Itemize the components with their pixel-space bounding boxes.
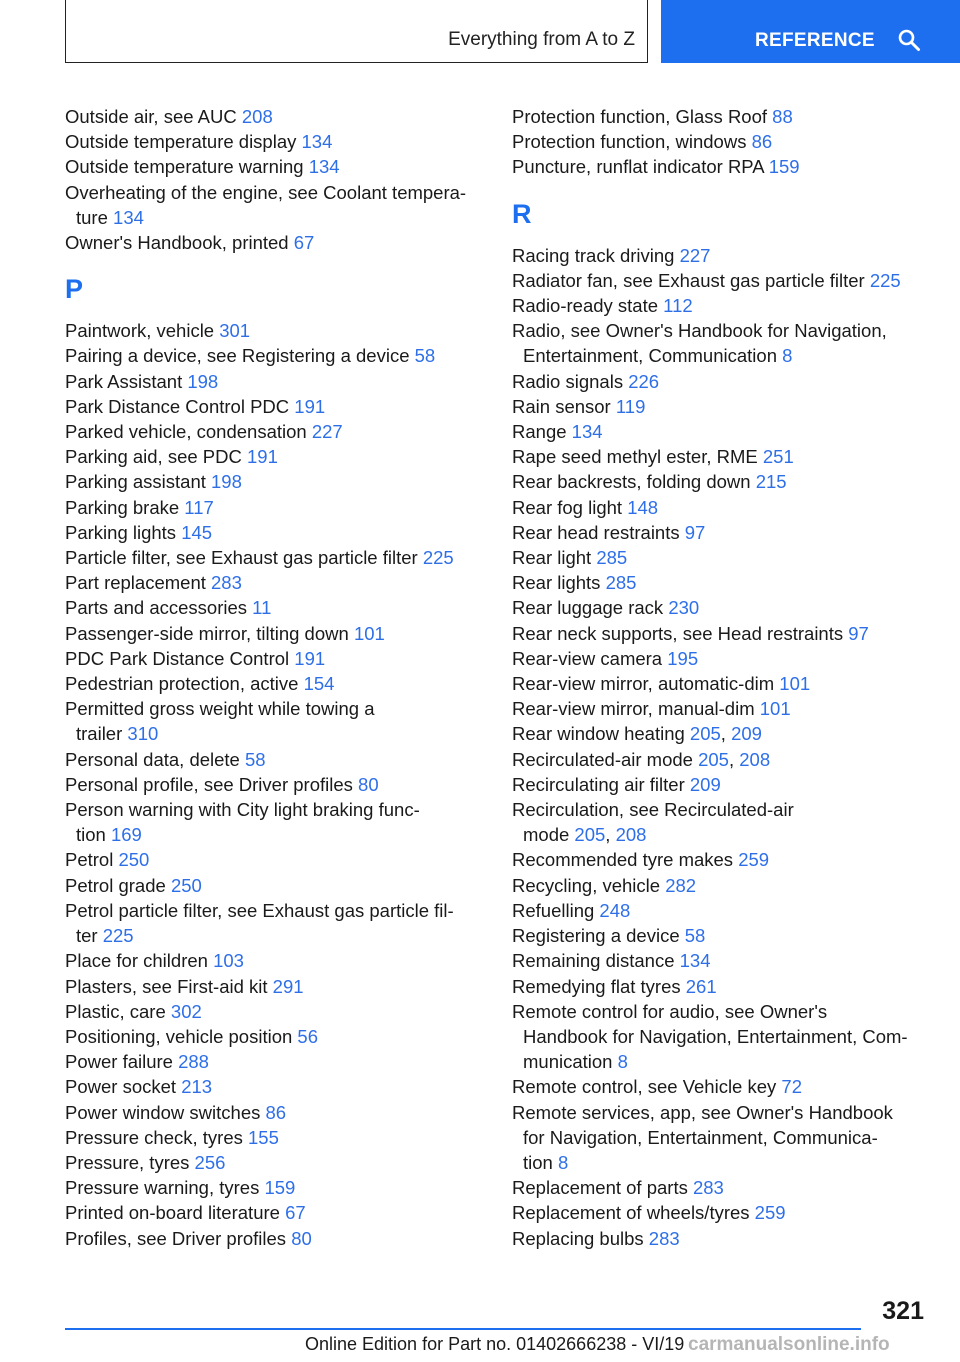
- page-reference-link[interactable]: 134: [113, 206, 144, 228]
- index-entry-continuation: [512, 1049, 942, 1074]
- index-entry: [512, 621, 942, 646]
- index-entry-continuation: [65, 205, 495, 230]
- page-reference-link[interactable]: 80: [291, 1227, 312, 1249]
- index-entry-text: Parking lights: [65, 521, 182, 543]
- index-entry: [512, 999, 942, 1024]
- index-entry-text: Rear-view mirror, automatic-dim: [512, 673, 780, 695]
- index-entry-continuation: [65, 923, 495, 948]
- page-reference-link[interactable]: 134: [301, 131, 333, 153]
- index-entry: [512, 243, 942, 268]
- index-entry-text: Personal data, delete: [65, 748, 245, 770]
- index-entry: [65, 999, 495, 1024]
- index-entry-text: Remote services, app, see Owner's Handbook: [512, 1101, 893, 1123]
- section-title: Everything from A to Z: [448, 29, 635, 50]
- index-entry: [512, 923, 942, 948]
- index-entry-continuation: [512, 343, 942, 368]
- index-entry: [512, 847, 942, 872]
- index-entry: [512, 1200, 942, 1225]
- page-reference-link[interactable]: 191: [247, 446, 278, 468]
- page-reference-link[interactable]: 97: [848, 622, 869, 644]
- index-entry: [65, 898, 495, 923]
- index-entry: [65, 545, 495, 570]
- footer-divider: [65, 1328, 861, 1330]
- index-entry: [512, 394, 942, 419]
- index-entry-text: Handbook for Navigation, Entertainment, Com-: [523, 1025, 908, 1047]
- page-reference-link[interactable]: 8: [557, 1151, 569, 1173]
- index-entry-text: Remote control, see Vehicle key: [512, 1076, 782, 1098]
- index-entry-text: Parking aid, see PDC: [65, 446, 248, 468]
- index-entry-text: Remedying flat tyres: [512, 975, 686, 997]
- watermark: carmanualsonline.info: [688, 1334, 890, 1355]
- index-entry: [65, 180, 495, 205]
- page-reference-link[interactable]: 58: [414, 345, 436, 367]
- page-reference-link[interactable]: 205: [689, 723, 721, 745]
- index-entry: [65, 696, 495, 721]
- page-separator: ,: [720, 723, 732, 745]
- index-entry-text: Pressure, tyres: [65, 1151, 195, 1173]
- page-reference-link[interactable]: 154: [303, 673, 335, 695]
- index-entry-text: PDC Park Distance Control: [65, 647, 295, 669]
- page-reference-link[interactable]: 155: [248, 1126, 279, 1148]
- index-entry-text: Outside air, see AUC: [65, 106, 242, 127]
- index-entry: [65, 1150, 495, 1175]
- index-entry-text: Pressure warning, tyres: [65, 1177, 265, 1199]
- index-entry-text: Park Assistant: [65, 370, 188, 392]
- index-entry: [65, 318, 495, 343]
- index-entry-continuation: [512, 1150, 942, 1175]
- page-reference-link[interactable]: 283: [648, 1227, 680, 1249]
- page-reference-link[interactable]: 251: [762, 446, 794, 468]
- index-entry-text: Plasters, see First-aid kit: [65, 975, 273, 997]
- index-entry: [512, 293, 942, 318]
- page-reference-link[interactable]: 248: [599, 899, 631, 921]
- page-reference-link[interactable]: 261: [685, 975, 717, 997]
- index-entry-text: Profiles, see Driver profiles: [65, 1227, 292, 1249]
- index-entry: [512, 495, 942, 520]
- index-entry: [65, 394, 495, 419]
- page-reference-link[interactable]: 288: [178, 1051, 209, 1073]
- index-entry: [512, 318, 942, 343]
- index-entry: [65, 1200, 495, 1225]
- index-entry: [65, 1049, 495, 1074]
- index-entry: [65, 1024, 495, 1049]
- index-entry-continuation: [512, 822, 942, 847]
- index-entry: [512, 974, 942, 999]
- page-reference-link[interactable]: 145: [181, 521, 213, 543]
- index-entry: [65, 595, 495, 620]
- page-reference-link[interactable]: 101: [779, 673, 811, 695]
- index-entry-text: Refuelling: [512, 899, 600, 921]
- index-entry-text: Replacement of parts: [512, 1177, 693, 1199]
- index-entry-text: Petrol particle filter, see Exhaust gas particle fil-: [65, 899, 454, 921]
- page-reference-link[interactable]: 80: [358, 773, 379, 795]
- index-entry-text: Place for children: [65, 950, 214, 972]
- page-reference-link[interactable]: 58: [684, 925, 706, 947]
- page-reference-link[interactable]: 256: [194, 1151, 226, 1173]
- index-entry-text: Petrol: [65, 849, 119, 871]
- index-entry: [65, 1100, 495, 1125]
- index-entry: [512, 671, 942, 696]
- index-entry: [512, 595, 942, 620]
- page-reference-link[interactable]: 195: [667, 647, 699, 669]
- page-reference-link[interactable]: 103: [213, 950, 244, 972]
- index-entry: [65, 873, 495, 898]
- index-entry-text: Pedestrian protection, active: [65, 673, 304, 695]
- index-entry-text: Rain sensor: [512, 395, 616, 417]
- index-entry: [512, 369, 942, 394]
- index-entry-text: ture: [76, 206, 114, 228]
- index-entry: [512, 696, 942, 721]
- index-entry-text: Power failure: [65, 1051, 179, 1073]
- index-entry-text: Particle filter, see Exhaust gas particle filter: [65, 547, 423, 569]
- index-entry-text: Replacing bulbs: [512, 1227, 649, 1249]
- index-entry: [65, 469, 495, 494]
- index-entry: [512, 747, 942, 772]
- page-reference-link[interactable]: 283: [211, 572, 242, 594]
- page-reference-link[interactable]: 101: [759, 698, 791, 720]
- index-entry: [65, 646, 495, 671]
- index-entry-text: Radiator fan, see Exhaust gas particle filter: [512, 269, 870, 291]
- index-entry: [65, 444, 495, 469]
- index-entry: [512, 1175, 942, 1200]
- index-entry-text: Permitted gross weight while towing a: [65, 698, 375, 720]
- page-reference-link[interactable]: 159: [264, 1177, 296, 1199]
- index-entry-continuation: [65, 822, 495, 847]
- page-reference-link[interactable]: 283: [692, 1177, 724, 1199]
- index-entry-text: ter: [76, 925, 103, 947]
- page-reference-link[interactable]: 226: [628, 370, 660, 392]
- index-entry: [65, 419, 495, 444]
- index-entry: [65, 847, 495, 872]
- page-reference-link[interactable]: 191: [294, 395, 326, 417]
- page-reference-link[interactable]: 230: [668, 597, 700, 619]
- page-reference-link[interactable]: 86: [265, 1101, 287, 1123]
- index-entry-text: Part replacement: [65, 572, 212, 594]
- index-entry-text: Replacement of wheels/tyres: [512, 1202, 755, 1224]
- index-entry-text: Recirculated-air mode: [512, 748, 699, 770]
- index-entry-text: Parking brake: [65, 496, 185, 518]
- header-section-box: [65, 0, 648, 63]
- page-reference-link[interactable]: 67: [293, 232, 315, 254]
- page-reference-link[interactable]: 159: [768, 156, 800, 178]
- index-entry: [512, 129, 942, 154]
- page-reference-link[interactable]: 209: [689, 773, 721, 795]
- index-entry-text: Paintwork, vehicle: [65, 320, 220, 342]
- page-reference-link[interactable]: 259: [754, 1202, 786, 1224]
- index-entry: [512, 419, 942, 444]
- page-number: 321: [882, 1297, 924, 1325]
- index-entry: [512, 268, 942, 293]
- index-entry-text: Rear fog light: [512, 496, 628, 518]
- index-entry-text: Recycling, vehicle: [512, 874, 666, 896]
- index-entry: [65, 1074, 495, 1099]
- index-entry: [512, 444, 942, 469]
- index-entry: [512, 154, 942, 179]
- page-reference-link[interactable]: 134: [308, 156, 340, 178]
- index-entry: [65, 154, 495, 179]
- index-entry: [512, 797, 942, 822]
- index-entry: [65, 1226, 495, 1251]
- index-entry-text: Positioning, vehicle position: [65, 1025, 298, 1047]
- index-entry: [65, 974, 495, 999]
- index-entry-continuation: [512, 1024, 942, 1049]
- index-entry-continuation: [65, 721, 495, 746]
- index-entry-text: Power window switches: [65, 1101, 266, 1123]
- index-entry: [512, 1074, 942, 1099]
- page-reference-link[interactable]: 169: [110, 824, 142, 846]
- index-entry: [65, 948, 495, 973]
- reference-tab[interactable]: [661, 0, 960, 63]
- index-entry-text: Parts and accessories: [65, 597, 253, 619]
- index-entry: [512, 948, 942, 973]
- index-entry-text: Range: [512, 421, 572, 443]
- index-entry-text: Rear light: [512, 547, 597, 569]
- index-entry-text: Radio signals: [512, 370, 629, 392]
- edition-footer: Online Edition for Part no. 01402666238 - VI/19: [305, 1334, 685, 1354]
- page-separator: ,: [728, 748, 740, 770]
- index-entry-text: Protection function, windows: [512, 131, 752, 153]
- index-entry-text: for Navigation, Entertainment, Communica-: [523, 1126, 878, 1148]
- index-entry: [65, 343, 495, 368]
- index-entry-text: Remote control for audio, see Owner's: [512, 1000, 828, 1022]
- index-entry: [65, 570, 495, 595]
- index-entry-text: Puncture, runflat indicator RPA: [512, 156, 769, 178]
- page-reference-link[interactable]: 56: [297, 1025, 318, 1047]
- index-entry: [65, 1125, 495, 1150]
- page-reference-link[interactable]: 191: [294, 647, 326, 669]
- index-entry: [65, 747, 495, 772]
- page-reference-link[interactable]: 88: [772, 106, 793, 127]
- index-entry: [65, 671, 495, 696]
- index-entry-text: Parking assistant: [65, 471, 212, 493]
- index-entry-text: tion: [76, 824, 111, 846]
- index-entry: [65, 104, 495, 129]
- index-entry: [65, 369, 495, 394]
- index-entry-text: Person warning with City light braking func-: [65, 799, 420, 821]
- page-reference-link[interactable]: 282: [665, 874, 697, 896]
- page-reference-link[interactable]: 301: [219, 320, 251, 342]
- index-column-right: [512, 104, 942, 1251]
- page-reference-link[interactable]: 250: [118, 849, 150, 871]
- index-entry: [512, 1226, 942, 1251]
- page-reference-link[interactable]: 302: [170, 1000, 202, 1022]
- page-reference-link[interactable]: 310: [127, 723, 159, 745]
- index-entry-text: Rear window heating: [512, 723, 690, 745]
- index-entry: [512, 570, 942, 595]
- page-reference-link[interactable]: 134: [679, 950, 711, 972]
- index-entry-text: Recirculating air filter: [512, 773, 690, 795]
- index-entry-text: Power socket: [65, 1076, 182, 1098]
- index-entry-text: Entertainment, Communication: [523, 345, 783, 367]
- index-entry-text: Plastic, care: [65, 1000, 171, 1022]
- page-reference-link[interactable]: 208: [739, 748, 771, 770]
- page-reference-link[interactable]: 250: [170, 874, 202, 896]
- search-icon[interactable]: [897, 28, 921, 52]
- index-entry: [65, 1175, 495, 1200]
- index-entry-text: Rear backrests, folding down: [512, 471, 756, 493]
- page-reference-link[interactable]: 227: [311, 421, 343, 443]
- index-entry: [65, 520, 495, 545]
- page-reference-link[interactable]: 148: [627, 496, 659, 518]
- index-entry-text: Registering a device: [512, 925, 685, 947]
- index-entry: [512, 545, 942, 570]
- page-reference-link[interactable]: 208: [241, 106, 273, 127]
- index-entry: [65, 621, 495, 646]
- page-reference-link[interactable]: 8: [782, 345, 793, 367]
- page-reference-link[interactable]: 208: [615, 824, 647, 846]
- index-entry-continuation: [512, 1125, 942, 1150]
- page-reference-link[interactable]: 8: [617, 1051, 628, 1073]
- index-letter-heading: P: [65, 274, 84, 305]
- page-reference-link[interactable]: 72: [781, 1076, 802, 1098]
- index-entry-text: Passenger-side mirror, tilting down: [65, 622, 354, 644]
- page-reference-link[interactable]: 213: [181, 1076, 213, 1098]
- index-entry: [65, 230, 495, 255]
- page-reference-link[interactable]: 134: [571, 421, 603, 443]
- index-entry-text: Rear luggage rack: [512, 597, 669, 619]
- page-reference-link[interactable]: 119: [615, 395, 646, 417]
- index-entry-text: Protection function, Glass Roof: [512, 106, 773, 127]
- page-reference-link[interactable]: 205: [574, 824, 606, 846]
- index-entry-text: Owner's Handbook, printed: [65, 232, 294, 254]
- page-reference-link[interactable]: 227: [679, 244, 711, 266]
- page-reference-link[interactable]: 101: [353, 622, 385, 644]
- index-entry-text: Parked vehicle, condensation: [65, 421, 312, 443]
- page-reference-link[interactable]: 215: [755, 471, 787, 493]
- index-entry-text: Printed on-board literature: [65, 1202, 286, 1224]
- index-entry-text: munication: [523, 1051, 618, 1073]
- index-entry-text: Rear neck supports, see Head restraints: [512, 622, 849, 644]
- index-entry: [512, 104, 942, 129]
- page-separator: ,: [605, 824, 616, 846]
- index-entry: [512, 520, 942, 545]
- page-reference-link[interactable]: 198: [211, 471, 242, 493]
- index-entry-text: Rear lights: [512, 572, 606, 594]
- index-entry-text: Petrol grade: [65, 874, 171, 896]
- index-entry-text: Outside temperature warning: [65, 156, 309, 178]
- index-entry-text: Rear-view camera: [512, 647, 668, 669]
- page-reference-link[interactable]: 67: [285, 1202, 306, 1224]
- index-entry-text: tion: [523, 1151, 558, 1173]
- page-reference-link[interactable]: 225: [422, 547, 454, 569]
- index-entry: [512, 646, 942, 671]
- index-entry-text: Rape seed methyl ester, RME: [512, 446, 763, 468]
- index-entry-text: Outside temperature display: [65, 131, 302, 153]
- index-entry-text: Racing track driving: [512, 244, 680, 266]
- index-entry: [512, 873, 942, 898]
- index-entry-text: trailer: [76, 723, 128, 745]
- page-reference-link[interactable]: 205: [698, 748, 729, 770]
- page-reference-link[interactable]: 285: [605, 572, 637, 594]
- index-entry-text: Overheating of the engine, see Coolant tempera-: [65, 181, 467, 203]
- index-entry-text: Remaining distance: [512, 950, 680, 972]
- page-reference-link[interactable]: 112: [663, 295, 693, 317]
- index-entry-text: Pressure check, tyres: [65, 1126, 249, 1148]
- index-entry-text: Radio, see Owner's Handbook for Navigation,: [512, 320, 887, 342]
- index-entry-text: Radio-ready state: [512, 295, 664, 317]
- index-entry: [512, 469, 942, 494]
- index-column-left: [65, 104, 495, 1251]
- page-reference-link[interactable]: 97: [684, 521, 706, 543]
- reference-label: REFERENCE: [755, 30, 875, 51]
- index-entry-text: mode: [523, 824, 575, 846]
- index-entry-text: Recommended tyre makes: [512, 849, 739, 871]
- index-entry: [65, 129, 495, 154]
- index-entry-text: Rear head restraints: [512, 521, 685, 543]
- page-reference-link[interactable]: 285: [596, 547, 628, 569]
- index-entry: [65, 797, 495, 822]
- page-reference-link[interactable]: 209: [731, 723, 762, 745]
- page-reference-link[interactable]: 225: [869, 269, 901, 291]
- page-reference-link[interactable]: 11: [252, 597, 272, 619]
- index-entry: [65, 495, 495, 520]
- index-entry-text: Pairing a device, see Registering a device: [65, 345, 415, 367]
- index-entry: [512, 898, 942, 923]
- index-letter-heading: R: [512, 198, 532, 229]
- index-entry: [65, 772, 495, 797]
- index-entry-text: Rear-view mirror, manual-dim: [512, 698, 760, 720]
- page-reference-link[interactable]: 225: [102, 925, 134, 947]
- page-reference-link[interactable]: 117: [184, 496, 214, 518]
- page-reference-link[interactable]: 58: [245, 748, 266, 770]
- index-entry-text: Park Distance Control PDC: [65, 395, 295, 417]
- index-entry-text: Personal profile, see Driver profiles: [65, 773, 359, 795]
- page-reference-link[interactable]: 198: [187, 370, 219, 392]
- index-entry-text: Recirculation, see Recirculated-air: [512, 799, 794, 821]
- index-entry: [512, 772, 942, 797]
- page-reference-link[interactable]: 86: [751, 131, 773, 153]
- page-reference-link[interactable]: 259: [738, 849, 770, 871]
- page-reference-link[interactable]: 291: [272, 975, 304, 997]
- index-entry: [512, 721, 942, 746]
- index-entry: [512, 1100, 942, 1125]
